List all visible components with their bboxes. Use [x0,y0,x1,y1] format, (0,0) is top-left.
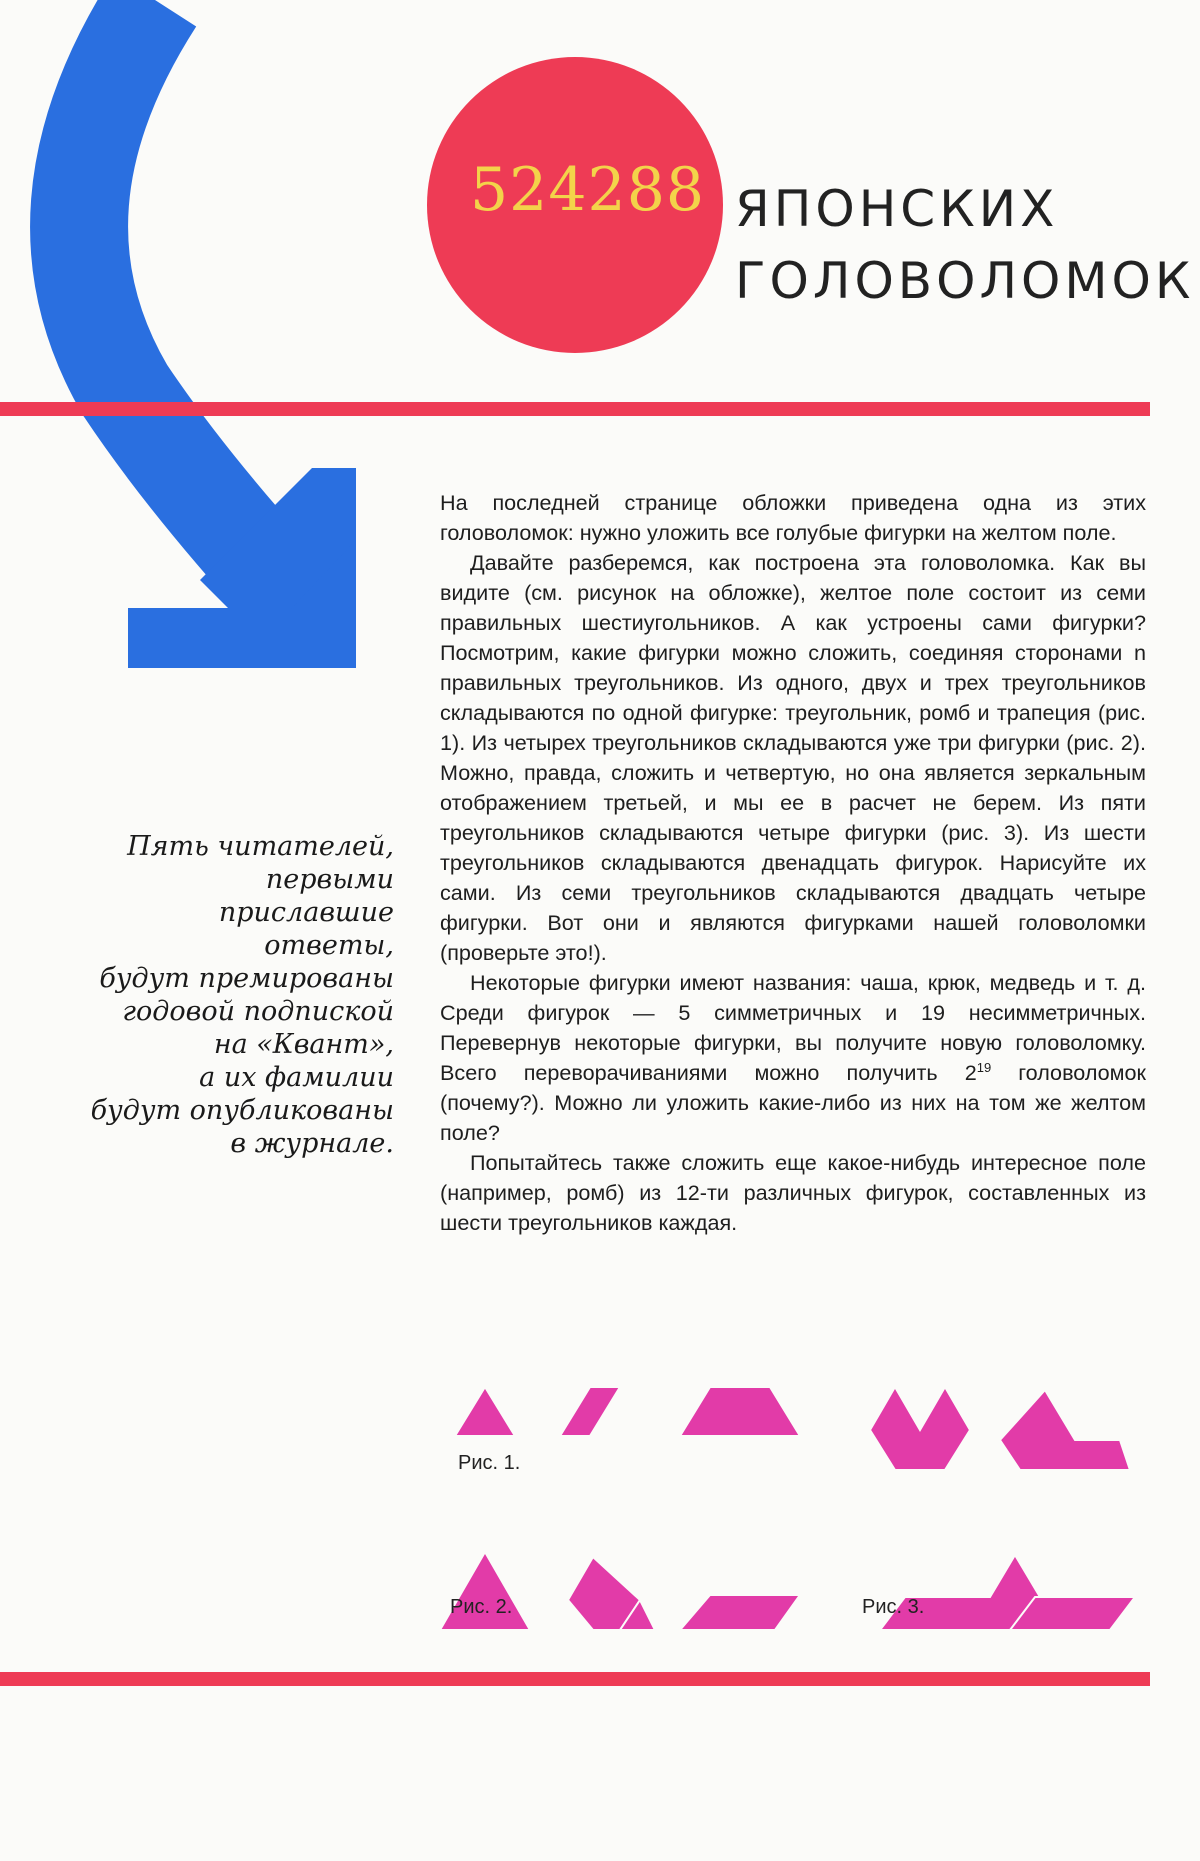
figure-1-shapes [455,1387,800,1436]
sidenote-line: а их фамилии [199,1062,394,1093]
article-body [440,488,1146,1238]
sidenote-line: в журнале. [230,1128,394,1159]
sidenote-line: Пять читателей, [127,831,394,862]
title-line-1: ЯПОНСКИХ [735,180,1059,238]
fig1-triangle [455,1387,515,1436]
title-line-2: ГОЛОВОЛОМОК [735,252,1195,310]
bottom-stripe [0,1672,1150,1686]
sidenote-line: на «Квант», [213,1029,394,1060]
paragraph-3-part1: Некоторые фигурки имеют названия: чаша, крюк, медведь и т. д. Среди фигурок — 5 симметричных и 19 несимметричных. Перевернув некоторые фигурки, вы получите новую головоломку. Всего переворачиваниями можно получить 2 [440,970,1146,1085]
sidenote-line: приславшие ответы, [218,897,394,961]
paragraph-3 [440,968,1146,1148]
sidenote-line: будут опубликованы [90,1095,394,1126]
caption-fig2: Рис. 2. [450,1596,513,1618]
paragraph-4: Попытайтесь также сложить еще какое-нибудь интересное поле (например, ромб) из 12-ти различных фигурок, составленных из шести треугольников каждая. [440,1150,1146,1235]
sidenote-line: будут премированы [99,963,394,994]
fig2-bar [680,1595,800,1630]
paragraph-3-superscript: 19 [976,1059,992,1075]
fig1-rhombus [560,1387,620,1436]
caption-fig3: Рис. 3. [862,1596,925,1618]
paragraph-1: На последней странице обложки приведена одна из этих головоломок: нужно уложить все голубые фигурки на желтом поле. [440,490,1146,545]
paragraph-3-part2: головоломок (почему?). Можно ли уложить какие-либо из них на том же желтом поле? [440,1060,1146,1145]
fig3-shape2 [1000,1390,1130,1470]
title-number: 524288 [470,155,706,225]
figure-3-shapes [870,1387,1135,1630]
sidenote-line: годовой подпиской [122,996,394,1027]
top-stripe [0,402,1150,416]
caption-fig1: Рис. 1. [458,1452,521,1474]
sidenote-line: первыми [265,864,394,895]
blue-arc [79,0,285,590]
paragraph-2: Давайте разберемся, как построена эта головоломка. Как вы видите (см. рисунок на обложке), желтое поле состоит из семи правильных шестиугольников. А как устроены сами фигурки? Посмотрим, какие фигурки можно сложить, соединяя сторонами n правильных треугольников. Из одного, двух и трех треугольников складываются по одной фигурке: треугольник, ромб и трапеция (рис. 1). Из четырех треугольников складываются уже три фигурки (рис. 2). Можно, правда, сложить и четвертую, но она является зеркальным отображением третьей, и мы ее в расчет не берем. Из пяти треугольников складываются четыре фигурки (рис. 3). Из шести треугольников складываются двенадцать фигурок. Нарисуйте их сами. Из семи треугольников складываются двадцать четыре фигурки. Вот они и являются фигурками нашей головоломки (проверьте это!). [440,550,1146,965]
fig1-trapezoid [680,1387,800,1436]
fig3-cup [870,1387,970,1470]
sidenote [88,830,394,1160]
